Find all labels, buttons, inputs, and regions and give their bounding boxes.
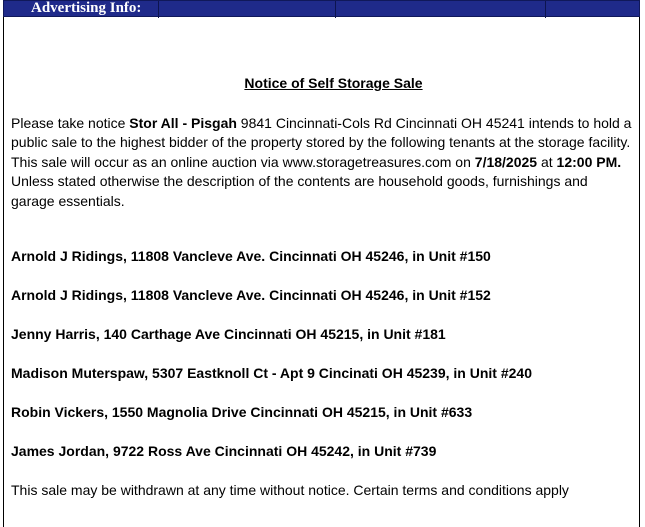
header-cell-divider bbox=[335, 1, 336, 18]
intro-text: Please take notice bbox=[11, 114, 130, 131]
header-cell-divider bbox=[158, 1, 159, 18]
advertising-info-header bbox=[3, 0, 640, 17]
tenant-item: Robin Vickers, 1550 Magnolia Drive Cincinnati OH 45215, in Unit #633 bbox=[11, 404, 473, 420]
tenant-item: Arnold J Ridings, 11808 Vancleve Ave. Cincinnati OH 45246, in Unit #150 bbox=[11, 248, 491, 264]
intro-text: 9841 Cincinnati-Cols Rd Cincinnati OH 45241 intends to hold a public sale to the highest bidder of the property stored by the following tenants at the storage facility. This sale will occur as an online auction via www.storagetreasures.com on bbox=[11, 114, 632, 170]
sale-time: 12:00 PM. bbox=[556, 153, 622, 170]
tenant-item: James Jordan, 9722 Ross Ave Cincinnati OH 45242, in Unit #739 bbox=[11, 443, 437, 459]
notice-body bbox=[11, 74, 635, 501]
notice-title: Notice of Self Storage Sale bbox=[244, 75, 423, 91]
tenant-item: Madison Muterspaw, 5307 Eastknoll Ct - Apt 9 Cincinati OH 45239, in Unit #240 bbox=[11, 365, 532, 381]
facility-name: Stor All - Pisgah bbox=[129, 114, 237, 131]
withdrawal-notice: This sale may be withdrawn at any time without notice. Certain terms and conditions apply bbox=[11, 482, 569, 498]
tenant-list bbox=[11, 247, 635, 462]
intro-text: at bbox=[537, 153, 557, 170]
tenant-item: Jenny Harris, 140 Carthage Ave Cincinnati OH 45215, in Unit #181 bbox=[11, 326, 446, 342]
header-cell-divider bbox=[545, 1, 546, 18]
sale-date: 7/18/2025 bbox=[474, 153, 538, 170]
advertising-info-title: Advertising Info: bbox=[31, 0, 142, 16]
tenant-item: Arnold J Ridings, 11808 Vancleve Ave. Cincinnati OH 45246, in Unit #152 bbox=[11, 287, 491, 303]
intro-text: Unless stated otherwise the description of the contents are household goods, furnishings and garage essentials. bbox=[11, 173, 588, 209]
notice-intro bbox=[11, 114, 635, 212]
